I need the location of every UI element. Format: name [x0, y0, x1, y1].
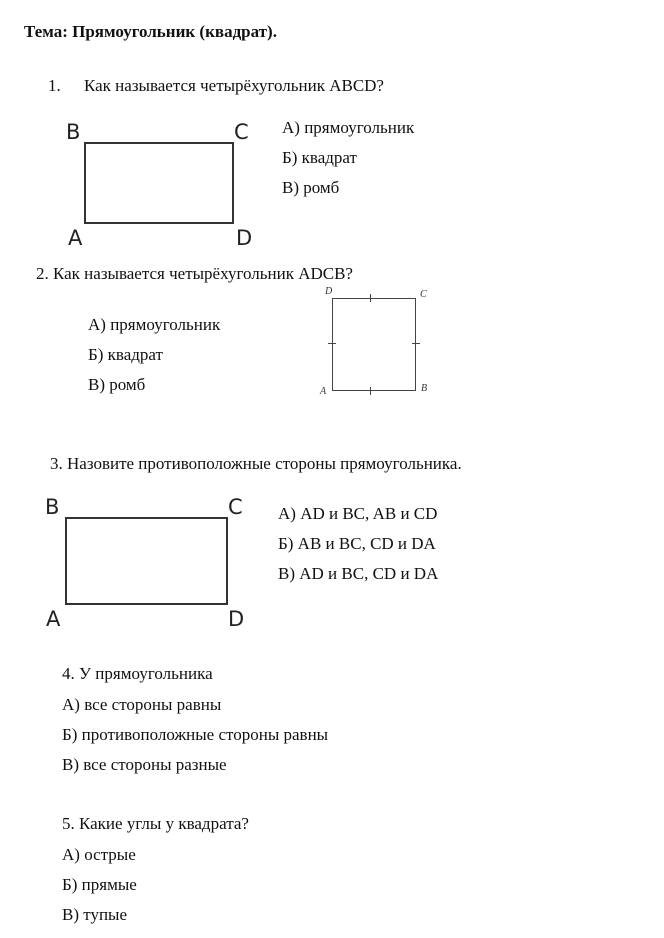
q3-option-c[interactable]: В) AD и BC, CD и DA — [278, 564, 439, 583]
q5-option-b[interactable]: Б) прямые — [62, 875, 137, 894]
q2-label-d: D — [325, 286, 333, 297]
q2-option-b[interactable]: Б) квадрат — [88, 345, 163, 364]
q4-options — [62, 690, 328, 780]
q2-tick-right — [412, 343, 420, 344]
q1-rectangle — [84, 142, 234, 224]
q5-options — [62, 840, 137, 930]
q3-label-d: D — [228, 607, 245, 631]
q5-option-c[interactable]: В) тупые — [62, 905, 128, 924]
q2-label-c: C — [420, 289, 427, 300]
worksheet-title: Тема: Прямоугольник (квадрат). — [24, 22, 277, 41]
q2-tick-top — [370, 294, 371, 302]
q3-option-a[interactable]: А) AD и BC, AB и CD — [278, 504, 438, 523]
q4-option-c[interactable]: В) все стороны разные — [62, 755, 227, 774]
q2-label-b: B — [421, 383, 428, 394]
q1-label-a: A — [68, 226, 83, 250]
q5-text: 5. Какие углы у квадрата? — [62, 814, 249, 833]
q2-tick-left — [328, 343, 336, 344]
q2-option-a[interactable]: А) прямоугольник — [88, 315, 221, 334]
q1-option-b[interactable]: Б) квадрат — [282, 148, 357, 167]
q1-label-b: B — [66, 120, 81, 144]
q3-label-b: B — [45, 495, 60, 519]
q2-option-c[interactable]: В) ромб — [88, 375, 146, 394]
q1-text: Как называется четырёхугольник ABCD? — [84, 76, 384, 95]
q3-label-c: C — [228, 495, 243, 519]
q2-tick-bottom — [370, 387, 371, 395]
q1-option-a[interactable]: А) прямоугольник — [282, 118, 415, 137]
q3-text: 3. Назовите противоположные стороны прямоугольника. — [50, 454, 462, 473]
q1-label-c: C — [234, 120, 249, 144]
q2-text: 2. Как называется четырёхугольник ADCB? — [36, 264, 353, 283]
q3-options — [278, 499, 438, 589]
q1-options — [282, 113, 414, 203]
q5-option-a[interactable]: А) острые — [62, 845, 136, 864]
q4-option-b[interactable]: Б) противоположные стороны равны — [62, 725, 329, 744]
q3-option-b[interactable]: Б) AB и BC, CD и DA — [278, 534, 436, 553]
q1-number: 1. — [48, 76, 61, 95]
q2-options — [88, 310, 220, 400]
q4-option-a[interactable]: А) все стороны равны — [62, 695, 222, 714]
q2-square — [332, 298, 416, 391]
q3-rectangle — [65, 517, 228, 605]
q2-label-a: A — [320, 386, 327, 397]
q1-option-c[interactable]: В) ромб — [282, 178, 340, 197]
q4-text: 4. У прямоугольника — [62, 664, 213, 683]
q3-label-a: A — [46, 607, 61, 631]
q1-label-d: D — [236, 226, 253, 250]
